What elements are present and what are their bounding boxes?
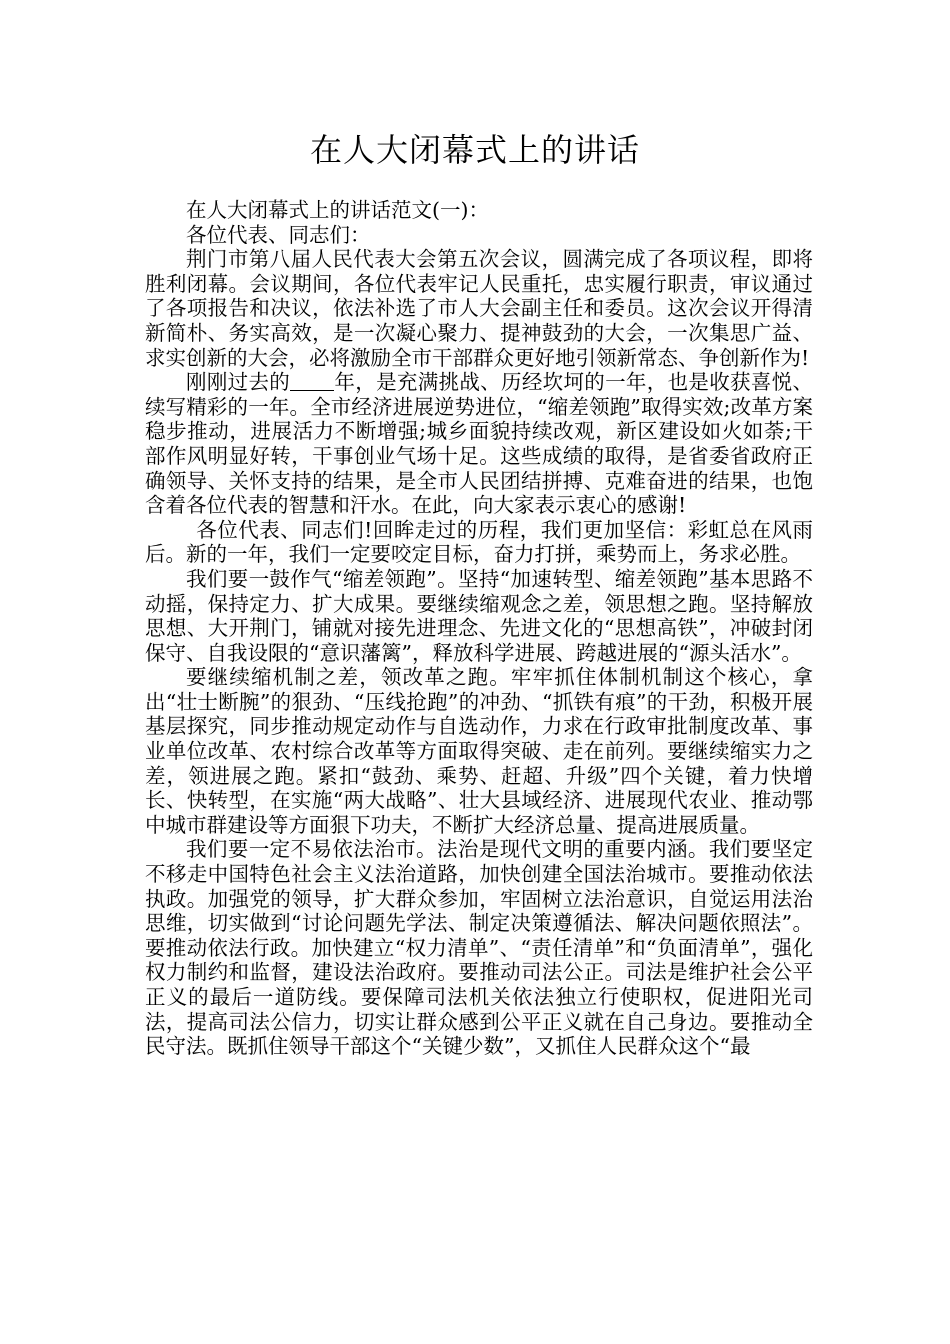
paragraph-2 (145, 370, 813, 518)
paragraph-5: 要继续缩机制之差，领改革之跑。牢牢抓住体制机制这个核心，拿出“壮士断腕”的狠劲、“压线抢跑”的冲劲、“抓铁有痕”的干劲，积极开展基层探究，同步推动规定动作与自选动作，力求在行政审批制度改革、事业单位改革、农村综合改革等方面取得突破、走在前列。要继续缩实力之差，领进展之跑。紧扣“鼓劲、乘势、赶超、升级”四个关键，着力快增长、快转型，在实施“两大战略”、壮大县域经济、进展现代农业、推动鄂中城市群建设等方面狠下功夫，不断扩大经济总量、提高进展质量。 (145, 665, 813, 837)
subtitle-line: 在人大闭幕式上的讲话范文(一)： (186, 198, 489, 222)
paragraph-3: 各位代表、同志们!回眸走过的历程，我们更加坚信：彩虹总在风雨后。新的一年，我们一定要咬定目标，奋力打拼，乘势而上，务求必胜。 (145, 517, 813, 567)
paragraph-1: 荆门市第八届人民代表大会第五次会议，圆满完成了各项议程，即将胜利闭幕。会议期间，各位代表牢记人民重托，忠实履行职责，审议通过了各项报告和决议，依法补选了市人大会副主任和委员。这次会议开得清新简朴、务实高效，是一次凝心聚力、提神鼓劲的大会，一次集思广益、求实创新的大会，必将激励全市干部群众更好地引领新常态、争创新作为! (145, 247, 813, 370)
paragraph-4: 我们要一鼓作气“缩差领跑”。坚持“加速转型、缩差领跑”基本思路不动摇，保持定力、扩大成果。要继续缩观念之差，领思想之跑。坚持解放思想、大开荆门，铺就对接先进理念、先进文化的“思想高铁”，冲破封闭保守、自我设限的“意识藩篱”，释放科学进展、跨越进展的“源头活水”。 (145, 566, 813, 665)
salutation-line: 各位代表、同志们： (186, 222, 371, 247)
document-body (145, 198, 813, 1059)
paragraph-6: 我们要一定不易依法治市。法治是现代文明的重要内涵。我们要坚定不移走中国特色社会主义法治道路，加快创建全国法治城市。要推动依法执政。加强党的领导，扩大群众参加，牢固树立法治意识，自觉运用法治思维，切实做到“讨论问题先学法、制定决策遵循法、解决问题依照法”。要推动依法行政。加快建立“权力清单”、“责任清单”和“负面清单”，强化权力制约和监督，建设法治政府。要推动司法公正。司法是维护社会公平正义的最后一道防线。要保障司法机关依法独立行使职权，促进阳光司法，提高司法公信力，切实让群众感到公平正义就在自己身边。要推动全民守法。既抓住领导干部这个“关键少数”，又抓住人民群众这个“最 (145, 837, 813, 1059)
fill-in-blank (290, 372, 334, 391)
paragraph-2-start: 刚刚过去的 (186, 370, 291, 395)
document-title: 在人大闭幕式上的讲话 (309, 131, 640, 169)
paragraph-2-rest: 年，是充满挑战、历经坎坷的一年，也是收获喜悦、续写精彩的一年。全市经济进展逆势进位，“缩差领跑”取得实效;改革方案稳步推动，进展活力不断增强;城乡面貌持续改观，新区建设如火如荼;干部作风明显好转，干事创业气场十足。这些成绩的取得，是省委省政府正确领导、关怀支持的结果，是全市人民团结拼搏、克难奋进的结果，也饱含着各位代表的智慧和汗水。在此，向大家表示衷心的感谢! (145, 370, 814, 518)
